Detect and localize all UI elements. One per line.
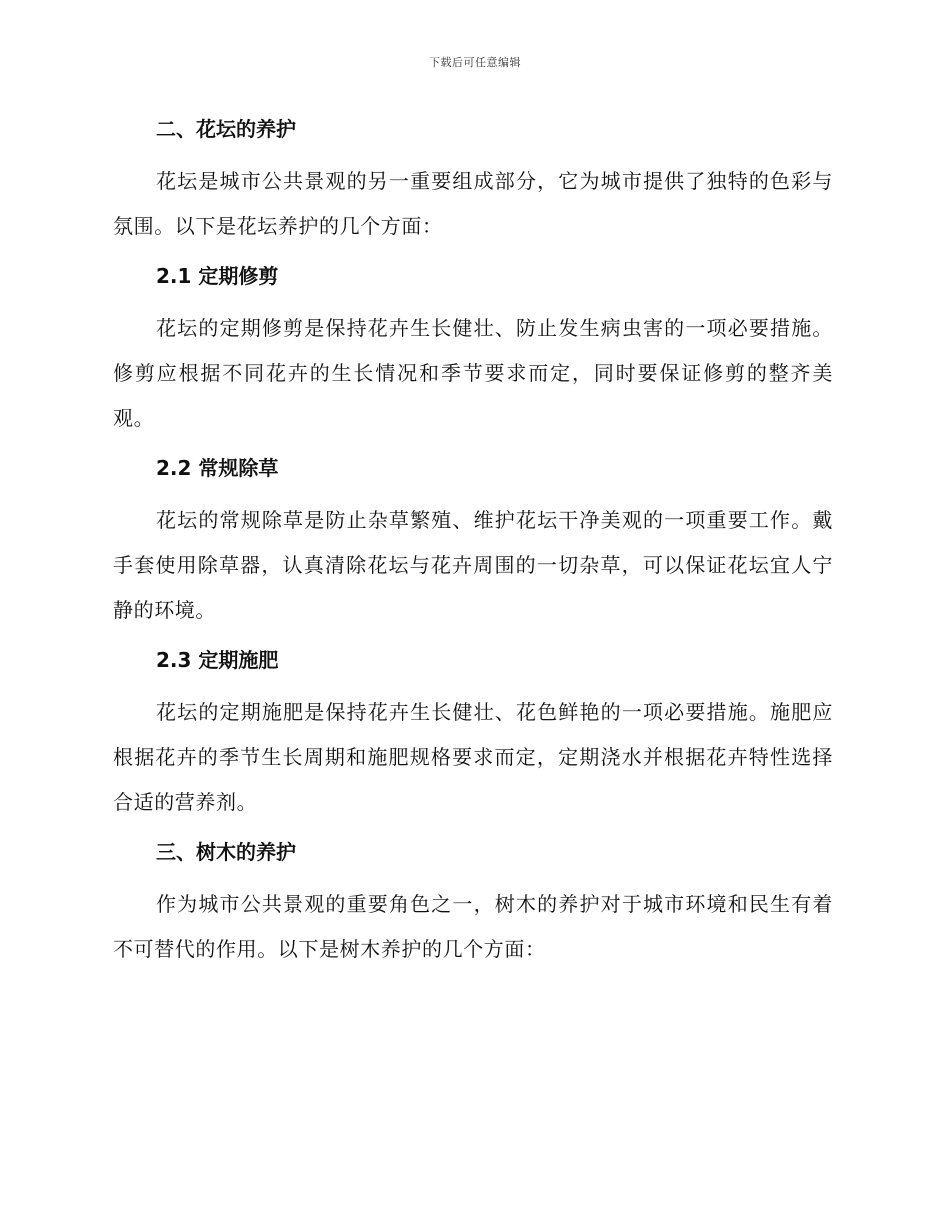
subheading-regular-fertilizing: 2.3 定期施肥 [156, 648, 279, 672]
header-note: 下载后可任意编辑 [429, 56, 521, 69]
subheading-regular-pruning: 2.1 定期修剪 [156, 264, 279, 288]
section-intro-flowerbed: 花坛是城市公共景观的另一重要组成部分，它为城市提供了独特的色彩与氛围。以下是花坛养护的几个方面： [113, 169, 833, 238]
paragraph-regular-fertilizing: 花坛的定期施肥是保持花卉生长健壮、花色鲜艳的一项必要措施。施肥应根据花卉的季节生长周期和施肥规格要求而定，定期浇水并根据花卉特性选择合适的营养剂。 [113, 700, 833, 814]
section-heading-flowerbed-care: 二、花坛的养护 [156, 117, 296, 141]
document-body [113, 110, 833, 972]
paragraph-regular-pruning: 花坛的定期修剪是保持花卉生长健壮、防止发生病虫害的一项必要措施。修剪应根据不同花卉的生长情况和季节要求而定，同时要保证修剪的整齐美观。 [113, 316, 833, 430]
section-heading-tree-care: 三、树木的养护 [156, 840, 296, 864]
section-intro-trees: 作为城市公共景观的重要角色之一，树木的养护对于城市环境和民生有着不可替代的作用。以下是树木养护的几个方面： [113, 892, 833, 961]
subheading-routine-weeding: 2.2 常规除草 [156, 456, 279, 480]
paragraph-routine-weeding: 花坛的常规除草是防止杂草繁殖、维护花坛干净美观的一项重要工作。戴手套使用除草器，认真清除花坛与花卉周围的一切杂草，可以保证花坛宜人宁静的环境。 [113, 508, 833, 622]
